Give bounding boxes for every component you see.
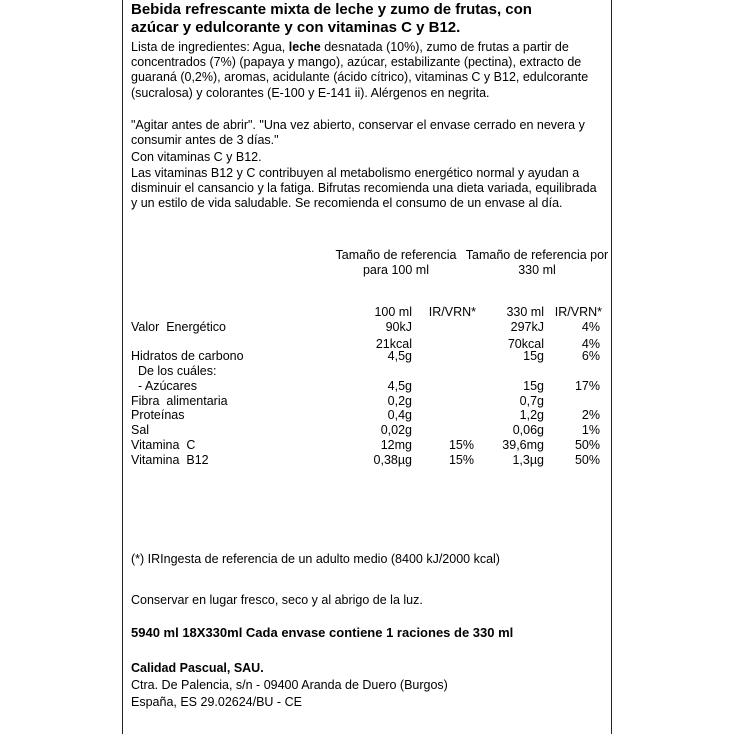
nutrient-value-100ml: 21kcal xyxy=(375,337,412,351)
nutrient-value-100ml: 4,5g xyxy=(387,379,412,393)
nutrient-label: Proteínas xyxy=(131,408,185,422)
company-address: Ctra. De Palencia, s/n - 09400 Aranda de Duero (Burgos) xyxy=(131,678,448,692)
company-name: Calidad Pascual, SAU. xyxy=(131,661,264,675)
nutrient-value-330ml: 1,3µg xyxy=(512,453,544,467)
nutrient-label: - Azúcares xyxy=(131,379,197,393)
nutrient-label: Valor Energético xyxy=(131,320,226,334)
col-header-100ml: 100 ml xyxy=(374,305,412,319)
nutrient-ir-330ml: 4% xyxy=(581,337,600,351)
nutrient-ir-330ml: 17% xyxy=(574,379,600,393)
nutrient-ir-330ml: 1% xyxy=(581,423,600,437)
nutrient-ir-330ml: 2% xyxy=(581,408,600,422)
ingredients-list: Lista de ingredientes: Agua, leche desnatada (10%), zumo de frutas a partir de concentrados (7%) (papaya y mango), azúcar, estabilizante (pectina), extracto de guaraná (0,2%), aromas, acidulante (ácido cítrico), vitaminas C y B12, edulcorante (sucralosa) y colorantes (E-100 y E-141 ii). Alérgenos en negrita. xyxy=(131,40,589,100)
nutrient-ir-330ml: 6% xyxy=(581,349,600,363)
footnote: (*) IRIngesta de referencia de un adulto medio (8400 kJ/2000 kcal) xyxy=(131,552,500,566)
reference-100ml-header: Tamaño de referencia para 100 ml xyxy=(335,248,457,277)
nutrient-value-330ml: 0,7g xyxy=(519,394,544,408)
nutrient-label: Vitamina C xyxy=(131,438,196,452)
nutrient-value-100ml: 12mg xyxy=(380,438,412,452)
nutrient-value-330ml: 1,2g xyxy=(519,408,544,422)
product-title: Bebida refrescante mixta de leche y zumo de frutas, con azúcar y edulcorante y con vitaminas C y B12. xyxy=(131,1,532,36)
nutrient-label: Vitamina B12 xyxy=(131,453,209,467)
nutrient-value-330ml: 297kJ xyxy=(510,320,544,334)
nutrient-ir-330ml: 50% xyxy=(574,453,600,467)
nutrient-value-100ml: 4,5g xyxy=(387,349,412,363)
storage-instructions: Conservar en lugar fresco, seco y al abrigo de la luz. xyxy=(131,593,423,607)
nutrient-value-330ml: 15g xyxy=(523,379,544,393)
nutrient-ir-100ml: 15% xyxy=(448,453,474,467)
nutrient-value-100ml: 0,38µg xyxy=(373,453,412,467)
nutrient-value-100ml: 0,2g xyxy=(387,394,412,408)
nutrient-label: Hidratos de carbono xyxy=(131,349,244,363)
nutrient-label: De los cuáles: xyxy=(131,364,217,378)
instructions: "Agitar antes de abrir". "Una vez abierto, conservar el envase cerrado en nevera y consumir antes de 3 días." xyxy=(131,118,585,148)
nutrient-value-330ml: 39,6mg xyxy=(502,438,544,452)
nutrient-value-330ml: 15g xyxy=(523,349,544,363)
nutrient-ir-330ml: 4% xyxy=(581,320,600,334)
nutrient-ir-100ml: 15% xyxy=(448,438,474,452)
nutrient-label: Sal xyxy=(131,423,150,437)
vitamins-line: Con vitaminas C y B12. xyxy=(131,150,262,164)
nutrient-value-330ml: 0,06g xyxy=(512,423,544,437)
col-header-330ml: 330 ml xyxy=(506,305,544,319)
nutrient-value-330ml: 70kcal xyxy=(507,337,544,351)
nutrient-value-100ml: 90kJ xyxy=(385,320,412,334)
col-header-ir-100: IR/VRN* xyxy=(428,305,476,319)
company-registry: España, ES 29.02624/BU - CE xyxy=(131,695,302,709)
health-claim: Las vitaminas B12 y C contribuyen al metabolismo energético normal y ayudan a disminuir el cansancio y la fatiga. Bifrutas recomienda una dieta variada, equilibrada y un estilo de vida saludable. Se recomienda el consumo de un envase al día. xyxy=(131,166,597,211)
package-info: 5940 ml 18X330ml Cada envase contiene 1 raciones de 330 ml xyxy=(131,625,514,640)
nutrient-value-100ml: 0,02g xyxy=(380,423,412,437)
reference-330ml-header: Tamaño de referencia por 330 ml xyxy=(465,248,609,277)
nutrient-ir-330ml: 50% xyxy=(574,438,600,452)
col-header-ir-330: IR/VRN* xyxy=(554,305,602,319)
nutrient-label: Fibra alimentaria xyxy=(131,394,228,408)
nutrient-value-100ml: 0,4g xyxy=(387,408,412,422)
